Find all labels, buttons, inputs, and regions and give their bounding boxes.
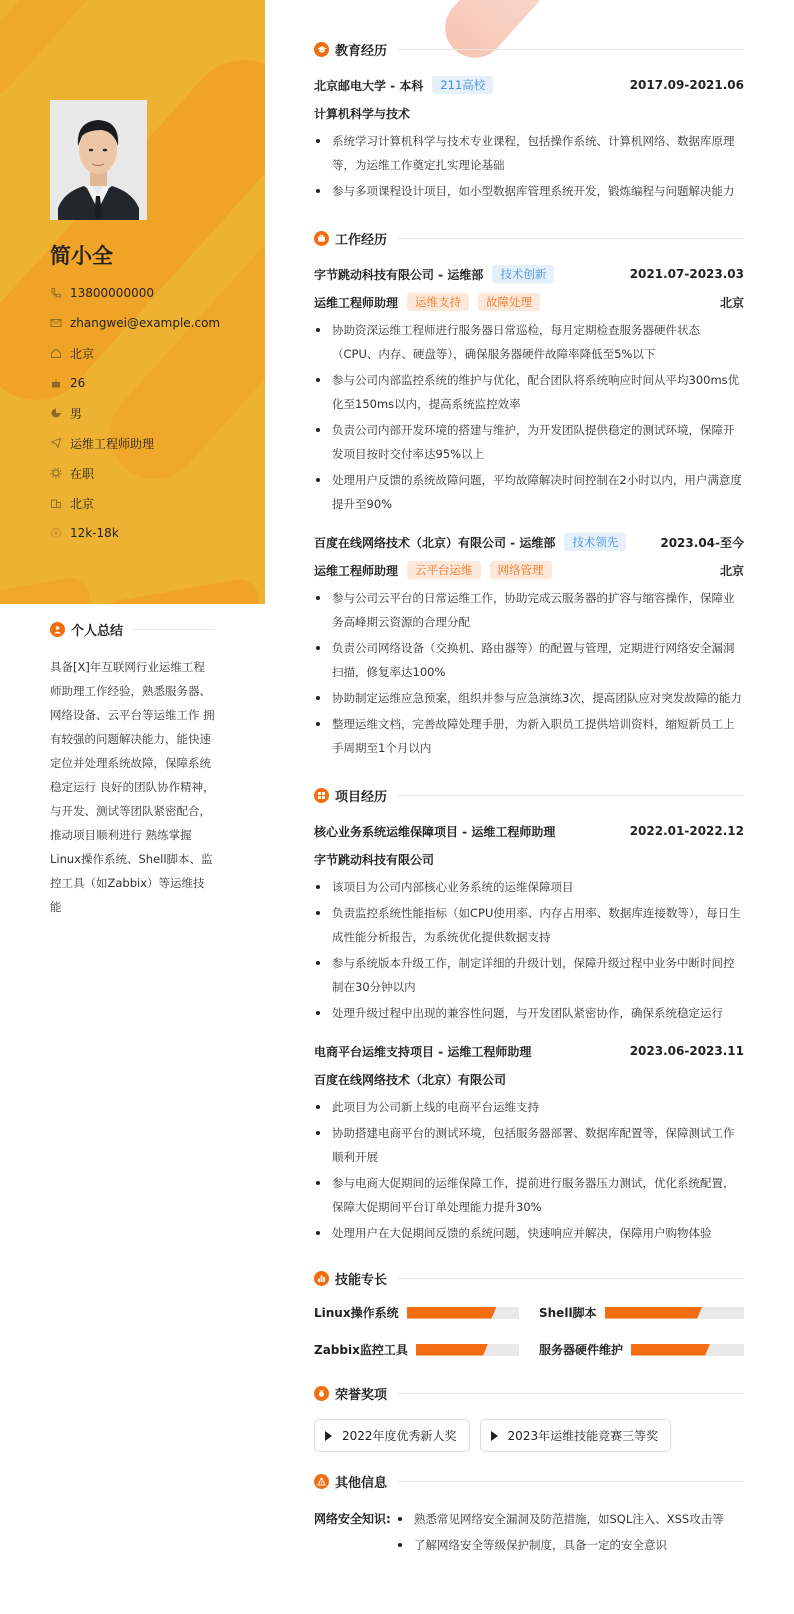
education-major-row xyxy=(314,103,744,123)
skills-heading xyxy=(314,1269,744,1288)
role-tag: 网络管理 xyxy=(490,561,552,579)
education-header xyxy=(314,75,744,95)
skill-name: Zabbix监控工具 xyxy=(314,1343,408,1357)
summary-title: 个人总结 xyxy=(71,624,124,639)
email-text: zhangwei@example.com xyxy=(70,316,221,330)
job-role-row xyxy=(314,560,744,580)
job-bullets xyxy=(314,586,744,760)
other-bullets xyxy=(396,1507,744,1559)
skill-item xyxy=(539,1304,744,1321)
skill-fill xyxy=(416,1344,488,1356)
info-email xyxy=(50,308,220,338)
info-status xyxy=(50,458,220,488)
medal-icon xyxy=(314,1386,329,1401)
job-date: 2021.07-2023.03 xyxy=(629,267,744,281)
list-item: 处理升级过程中出现的兼容性问题，与开发团队紧密协作，确保系统稳定运行 xyxy=(314,1001,744,1025)
info-salary xyxy=(50,518,220,548)
job-city: 北京 xyxy=(719,295,744,310)
list-item: 协助搭建电商平台的测试环境，包括服务器部署、数据库配置等，保障测试工作顺利开展 xyxy=(314,1121,744,1169)
gender-icon xyxy=(50,407,62,419)
info-home xyxy=(50,338,220,368)
role-tag: 运维支持 xyxy=(407,293,469,311)
city-text: 北京 xyxy=(70,496,95,511)
job-bullets xyxy=(314,318,744,516)
phone-icon xyxy=(50,287,62,299)
other-section xyxy=(314,1472,744,1559)
project-date: 2023.06-2023.11 xyxy=(629,1044,744,1058)
role-tag: 故障处理 xyxy=(478,293,540,311)
skill-fill xyxy=(631,1344,710,1356)
list-item: 整理运维文档，完善故障处理手册，为新入职员工提供培训资料，缩短新员工上手周期至1个月以内 xyxy=(314,712,744,760)
education-section xyxy=(314,40,744,203)
skill-bar xyxy=(416,1344,519,1356)
list-item: 参与电商大促期间的运维保障工作，提前进行服务器压力测试，优化系统配置，保障大促期间平台订单处理能力提升30% xyxy=(314,1171,744,1219)
briefcase-icon xyxy=(314,231,329,246)
list-item: 参与公司内部监控系统的维护与优化，配合团队将系统响应时间从平均300ms优化至150ms以内，提高系统监控效率 xyxy=(314,368,744,416)
job-header xyxy=(314,532,744,552)
work-heading xyxy=(314,229,744,248)
award-item xyxy=(314,1419,470,1452)
skill-bar xyxy=(605,1307,744,1319)
skill-item xyxy=(314,1304,519,1321)
list-item: 参与公司云平台的日常运维工作，协助完成云服务器的扩容与缩容操作，保障业务高峰期云资源的合理分配 xyxy=(314,586,744,634)
award-name: 2022年度优秀新人奖 xyxy=(342,1429,457,1443)
job-role: 运维工程师助理 xyxy=(314,295,399,310)
skill-bar xyxy=(407,1307,519,1319)
awards-list xyxy=(314,1419,744,1452)
projects-section xyxy=(314,786,744,1245)
school-name: 北京邮电大学 - 本科 xyxy=(314,78,424,93)
awards-heading xyxy=(314,1384,744,1403)
gender-text: 男 xyxy=(70,406,83,421)
other-title: 其他信息 xyxy=(335,1476,388,1491)
skill-name: 服务器硬件维护 xyxy=(539,1343,624,1357)
info-position xyxy=(50,428,220,458)
award-item xyxy=(480,1419,672,1452)
project-company-row xyxy=(314,1069,744,1089)
education-title: 教育经历 xyxy=(335,44,388,59)
phone-text: 13800000000 xyxy=(70,286,154,300)
awards-title: 荣誉奖项 xyxy=(335,1388,388,1403)
projects-title: 项目经历 xyxy=(335,790,388,805)
project-company-row xyxy=(314,849,744,869)
project-header xyxy=(314,1041,744,1061)
mail-icon xyxy=(50,317,62,329)
position-icon xyxy=(50,437,62,449)
education-heading xyxy=(314,40,744,59)
list-item: 熟悉常见网络安全漏洞及防范措施，如SQL注入、XSS攻击等 xyxy=(396,1507,744,1531)
salary-icon xyxy=(50,527,62,539)
skill-fill xyxy=(407,1307,497,1319)
list-item: 处理用户在大促期间反馈的系统问题，快速响应并解决，保障用户购物体验 xyxy=(314,1221,744,1245)
status-icon xyxy=(50,467,62,479)
summary-text: 具备[X]年互联网行业运维工程师助理工作经验，熟悉服务器、网络设备、云平台等运维工作 拥有较强的问题解决能力，能快速定位并处理系统故障，保障系统稳定运行 良好的团队协作精神，与开发、测试等团队紧密配合，推动项目顺利进行 熟练掌握Linux操作系统、Shell脚本、监控工具（如Zabbix）等运维技能 xyxy=(50,660,215,914)
graduation-cap-icon xyxy=(314,42,329,57)
project-date: 2022.01-2022.12 xyxy=(629,824,744,838)
avatar xyxy=(50,100,147,220)
play-icon xyxy=(491,1431,498,1441)
other-content xyxy=(314,1507,744,1559)
list-item: 参与多项课程设计项目，如小型数据库管理系统开发，锻炼编程与问题解决能力 xyxy=(314,179,744,203)
job-header xyxy=(314,264,744,284)
contact-info xyxy=(50,278,220,548)
skill-bar xyxy=(631,1344,744,1356)
skill-fill xyxy=(605,1307,703,1319)
main-content xyxy=(314,40,744,1559)
skills-grid xyxy=(314,1304,744,1358)
skills-section xyxy=(314,1269,744,1358)
home-icon xyxy=(50,347,62,359)
person-icon xyxy=(50,622,65,637)
list-item: 协助制定运维应急预案，组织并参与应急演练3次，提高团队应对突发故障的能力 xyxy=(314,686,744,710)
work-section xyxy=(314,229,744,760)
project-name: 核心业务系统运维保障项目 - 运维工程师助理 xyxy=(314,824,556,839)
bar-chart-icon xyxy=(314,1271,329,1286)
award-name: 2023年运维技能竞赛三等奖 xyxy=(507,1429,659,1443)
play-icon xyxy=(325,1431,332,1441)
list-item: 此项目为公司新上线的电商平台运维支持 xyxy=(314,1095,744,1119)
skill-item xyxy=(539,1341,744,1358)
project-bullets xyxy=(314,1095,744,1245)
age-text: 26 xyxy=(70,376,86,390)
company-name: 百度在线网络技术（北京）有限公司 - 运维部 xyxy=(314,535,556,550)
company-name: 字节跳动科技有限公司 - 运维部 xyxy=(314,267,484,282)
info-phone xyxy=(50,278,220,308)
salary-text: 12k-18k xyxy=(70,526,119,540)
status-text: 在职 xyxy=(70,466,95,481)
age-icon xyxy=(50,377,62,389)
list-item: 负责公司内部开发环境的搭建与维护，为开发团队提供稳定的测试环境，保障开发项目按时交付率达95%以上 xyxy=(314,418,744,466)
position-text: 运维工程师助理 xyxy=(70,436,155,451)
company-tag: 技术领先 xyxy=(564,533,626,551)
summary-heading xyxy=(50,620,215,639)
candidate-name: 简小全 xyxy=(50,244,113,268)
info-age xyxy=(50,368,220,398)
skill-name: Linux操作系统 xyxy=(314,1306,399,1320)
other-heading xyxy=(314,1472,744,1491)
job-role-row xyxy=(314,292,744,312)
school-tag: 211高校 xyxy=(432,76,493,94)
company-tag: 技术创新 xyxy=(492,265,554,283)
list-item: 系统学习计算机科学与技术专业课程，包括操作系统、计算机网络、数据库原理等，为运维工作奠定扎实理论基础 xyxy=(314,129,744,177)
summary-section xyxy=(50,620,215,919)
role-tag: 云平台运维 xyxy=(407,561,481,579)
skills-title: 技能专长 xyxy=(335,1273,388,1288)
job-date: 2023.04-至今 xyxy=(660,535,744,550)
project-name: 电商平台运维支持项目 - 运维工程师助理 xyxy=(314,1044,532,1059)
skill-name: Shell脚本 xyxy=(539,1306,597,1320)
info-icon xyxy=(314,1474,329,1489)
info-city xyxy=(50,488,220,518)
job-city: 北京 xyxy=(719,563,744,578)
skill-item xyxy=(314,1341,519,1358)
project-bullets xyxy=(314,875,744,1025)
grid-icon xyxy=(314,788,329,803)
education-date: 2017.09-2021.06 xyxy=(629,78,744,92)
home-text: 北京 xyxy=(70,346,95,361)
list-item: 了解网络安全等级保护制度，具备一定的安全意识 xyxy=(396,1533,744,1557)
education-bullets xyxy=(314,129,744,203)
job-role: 运维工程师助理 xyxy=(314,563,399,578)
list-item: 负责监控系统性能指标（如CPU使用率、内存占用率、数据库连接数等），每日生成性能分析报告，为系统优化提供数据支持 xyxy=(314,901,744,949)
city-icon xyxy=(50,497,62,509)
list-item: 负责公司网络设备（交换机、路由器等）的配置与管理，定期进行网络安全漏洞扫描，修复率达100% xyxy=(314,636,744,684)
work-title: 工作经历 xyxy=(335,233,388,248)
list-item: 该项目为公司内部核心业务系统的运维保障项目 xyxy=(314,875,744,899)
project-header xyxy=(314,821,744,841)
major: 计算机科学与技术 xyxy=(314,106,411,121)
projects-heading xyxy=(314,786,744,805)
list-item: 协助资深运维工程师进行服务器日常巡检，每月定期检查服务器硬件状态（CPU、内存、硬盘等），确保服务器硬件故障率降低至5%以下 xyxy=(314,318,744,366)
list-item: 参与系统版本升级工作，制定详细的升级计划，保障升级过程中业务中断时间控制在30分钟以内 xyxy=(314,951,744,999)
project-company: 百度在线网络技术（北京）有限公司 xyxy=(314,1072,507,1087)
project-company: 字节跳动科技有限公司 xyxy=(314,852,435,867)
list-item: 处理用户反馈的系统故障问题，平均故障解决时间控制在2小时以内，用户满意度提升至90% xyxy=(314,468,744,516)
other-label: 网络安全知识: xyxy=(314,1512,391,1526)
info-gender xyxy=(50,398,220,428)
awards-section xyxy=(314,1384,744,1452)
